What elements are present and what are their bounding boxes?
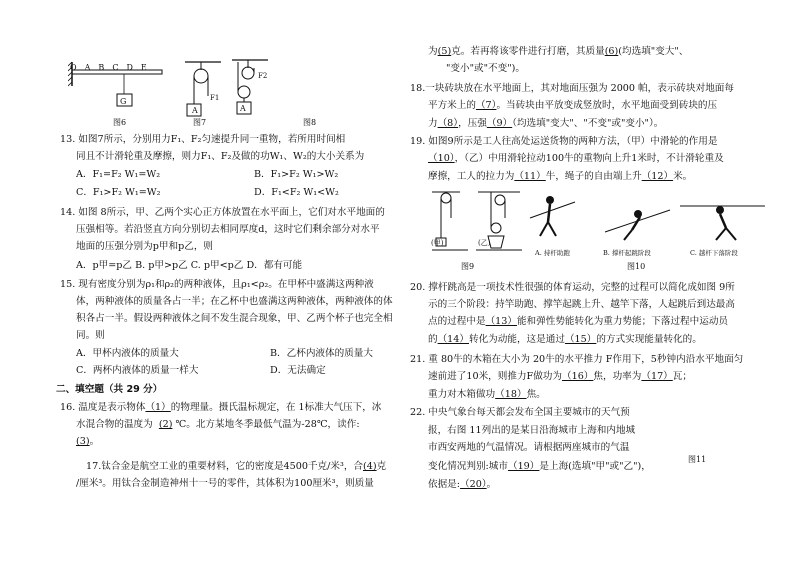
q16-line3: (3)。 (76, 436, 100, 447)
figure-10-caption: 图10 (627, 262, 646, 271)
q18-line2: 平方米上的（7）。当砖块由平放变成竖放时，水平地面受到砖块的压 (428, 100, 718, 111)
figure-11-caption: 图11 (688, 455, 707, 464)
q13-line2: 同且不计滑轮重及摩擦，则力F₁、F₂及做的功W₁、W₂的大小关系为 (76, 151, 365, 162)
q19-line3: 摩擦，工人的拉力为（11）牛，绳子的自由端上升（12）米。 (428, 171, 693, 182)
q22-line5: 依据是:（20）。 (428, 479, 497, 490)
q19-line2: （10），（乙）中用滑轮拉动100牛的重物向上升1米时，不计滑轮重及 (428, 153, 724, 164)
q22-line2: 报，右图 11列出的是某日沿海城市上海和内地城 (428, 425, 636, 436)
fig7-force: F1 (210, 94, 220, 102)
q20-line2: 示的三个阶段：持竿助跑、撑竿起跳上升、越竿下落，人起跳后到达最高 (428, 299, 735, 310)
fig10-panel-c: C. 越杆下落阶段 (690, 249, 738, 257)
q20-line1: 20. 撑杆跳高是一项技术性很强的体育运动，完整的过程可以简化成如图 9所 (410, 282, 735, 293)
figure-6-caption: 图6 (113, 118, 127, 127)
q21-line3: 重力对木箱做功（18）焦。 (428, 389, 546, 400)
figure-7-fixed-pulley (183, 60, 223, 118)
fig10-panel-a: A. 持杆助跑 (535, 249, 570, 257)
q18-line3: 力（8），压强（9）（均选填"变大"、"不变"或"变小"）。 (428, 118, 664, 129)
figure-9-caption: 图9 (461, 262, 475, 271)
q17-continued-line2: "变小"或"不变")。 (446, 63, 525, 74)
q15-option-d: D．无法确定 (270, 365, 326, 376)
q14-line2: 压强相等。若沿竖直方向分别切去相同厚度d，这时它们剩余部分对水平 (76, 224, 380, 235)
q13-option-a: A．F₁=F₂ W₁=W₂ (76, 169, 161, 180)
q15-option-a: A．甲杯内液体的质量大 (76, 348, 179, 359)
q15-option-b: B．乙杯内液体的质量大 (270, 348, 373, 359)
q17-line1: 17.钛合金是航空工业的重要材料，它的密度是4500千克/米³，合(4)克 (86, 461, 387, 472)
q20-line3: 点的过程中是（13）能和弹性势能转化为重力势能；下落过程中运动员 (428, 316, 729, 327)
q14-line1: 14. 如图 8所示，甲、乙两个实心正方体放置在水平面上，它们对水平地面的 (60, 207, 385, 218)
q21-line2: 速前进了10米，则推力F做功为（16）焦，功率为（17）瓦； (428, 371, 692, 382)
section-2-heading: 二、填空题（共 29 分） (56, 384, 163, 395)
q17-continued-line1: 为(5)克。若再将该零件进行打磨，其质量(6)(均选填"变大"、 (428, 46, 689, 57)
q22-line4: 变化情况判别:城市（19）是上海(选填"甲"或"乙")， (428, 461, 651, 472)
fig9-label-yi: (乙) (478, 239, 491, 247)
figure-8-caption: 图8 (303, 118, 317, 127)
q16-line1: 16. 温度是表示物体（1）的物理量。摄氏温标规定，在 1标准大气压下，冰 (60, 402, 382, 413)
q13-line1: 13. 如图7所示，分别用力F₁、F₂匀速提升同一重物，若所用时间相 (60, 134, 346, 145)
q13-option-d: D．F₁<F₂ W₁<W₂ (254, 187, 339, 198)
figure-7-caption: 图7 (193, 118, 207, 127)
q19-line1: 19. 如图9所示是工人往高处运送货物的两种方法，（甲）中滑轮的作用是 (410, 136, 718, 147)
q17-line2: /厘米³。用钛合金制造神州十一号的零件，其体积为100厘米³，则质量 (76, 478, 374, 489)
fig7-block: A (192, 106, 198, 115)
fig8-block: A (240, 104, 246, 113)
q21-line1: 21. 重 80牛的木箱在大小为 20牛的水平推力 F作用下，5秒钟内沿水平地面匀 (410, 354, 744, 365)
lever-labels: OABCDE (70, 63, 155, 72)
fig8-force: F2 (258, 72, 268, 80)
q14-options: A．p甲=p乙 B. p甲>p乙 C. p甲<p乙 D．都有可能 (76, 260, 303, 271)
q18-line1: 18.一块砖块放在水平地面上，其对地面压强为 2000 帕，表示砖块对地面每 (410, 83, 734, 94)
q16-line2: 水混合物的温度为 (2) ℃。北方某地冬季最低气温为-28℃，读作: (76, 419, 360, 430)
q20-line4: 的（14）转化为动能，这是通过（15）的方式实现能量转化的。 (428, 334, 702, 345)
q22-line1: 22. 中央气象台每天都会发布全国主要城市的天气预 (410, 407, 630, 418)
q13-option-b: B．F₁>F₂ W₁>W₂ (254, 169, 339, 180)
q14-line3: 地面的压强分别为p甲和p乙，则 (76, 241, 214, 252)
q15-line2: 体，两种液体的质量各占一半；在乙杯中也盛满这两种液体，两种液体的体 (76, 296, 393, 307)
q15-option-c: C．两杯内液体的质量一样大 (76, 365, 199, 376)
weight-label: G (120, 97, 127, 106)
q13-option-c: C．F₁>F₂ W₁=W₂ (76, 187, 161, 198)
q15-line1: 15. 现有密度分别为ρ₁和ρ₂的两种液体，且ρ₁<ρ₂。在甲杯中盛满这两种液 (60, 279, 374, 290)
figure-10-pole-vault (520, 192, 770, 248)
q15-line4: 同。则 (76, 330, 105, 341)
fig9-label-jia: (甲) (431, 239, 444, 247)
fig10-panel-b: B. 撑杆起跳阶段 (603, 249, 651, 257)
q22-line3: 市西安两地的气温情况。请根据两座城市的气温 (428, 442, 630, 453)
figure-8-movable-pulley (230, 58, 270, 118)
q15-line3: 积各占一半。假设两种液体之间不发生混合现象，甲、乙两个杯子也完全相 (76, 313, 393, 324)
